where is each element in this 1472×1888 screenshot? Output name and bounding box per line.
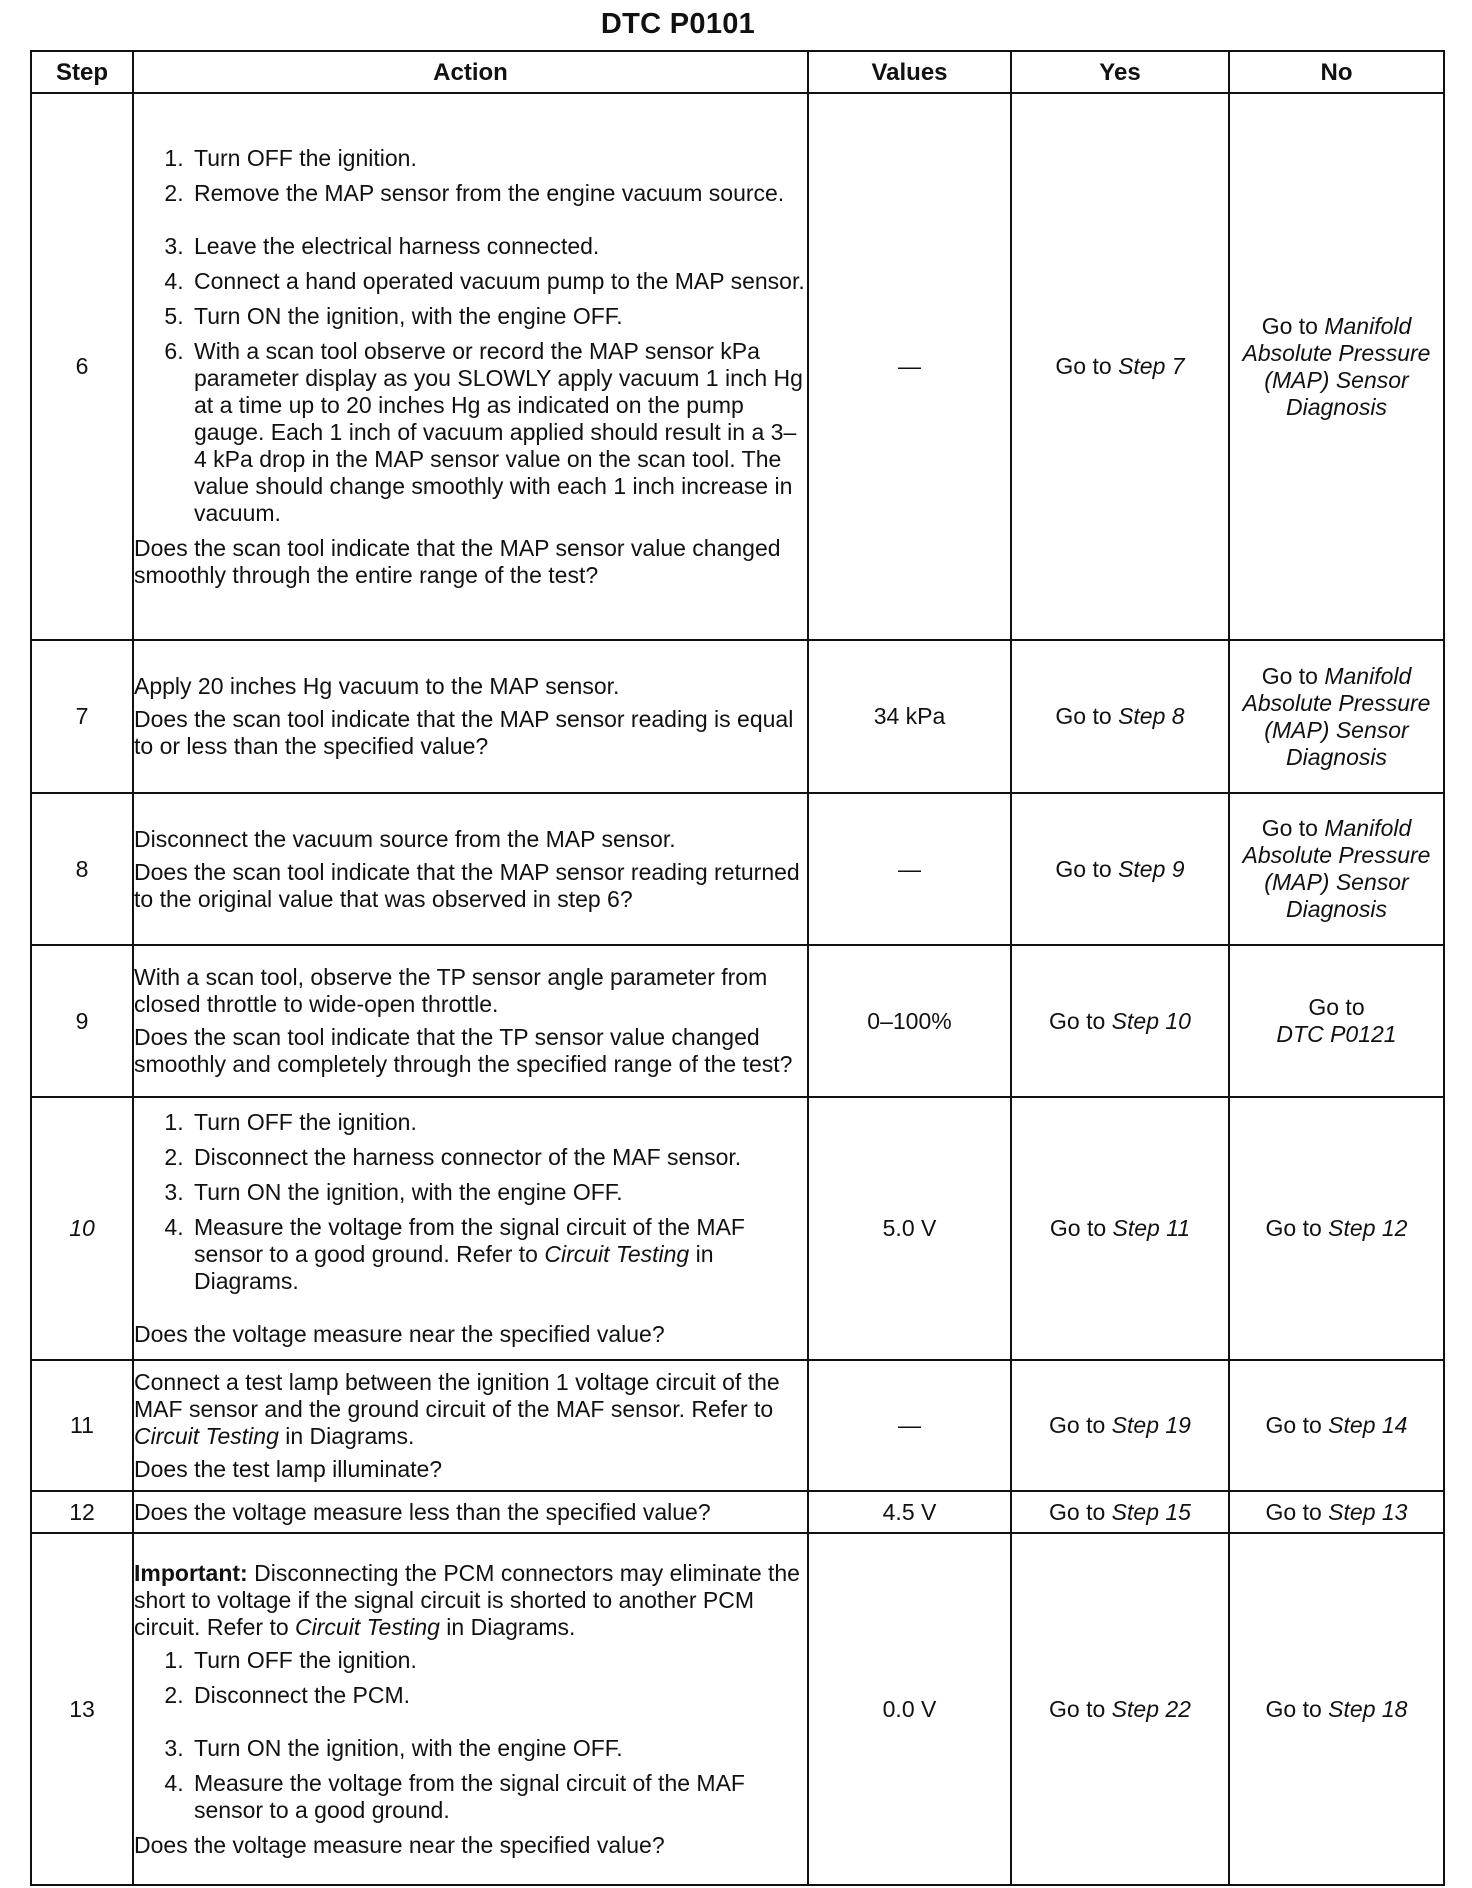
page-title: DTC P0101	[600, 8, 756, 40]
procedure-list	[134, 1109, 807, 1295]
list-item: 4. Measure the voltage from the signal circuit of the MAF sensor to a good ground.	[190, 1770, 807, 1824]
no-link[interactable]: Manifold Absolute Pressure (MAP) Sensor Diagnosis	[1242, 662, 1431, 770]
yes-cell	[1011, 1360, 1229, 1491]
no-cell	[1229, 93, 1444, 640]
value-cell: 5.0 V	[808, 1097, 1011, 1360]
yes-prefix: Go to	[1055, 703, 1119, 729]
procedure-list	[134, 1647, 807, 1824]
no-cell	[1229, 1491, 1444, 1533]
circuit-testing-link[interactable]: Circuit Testing	[134, 1422, 279, 1449]
list-item: 2. Disconnect the harness connector of the MAF sensor.	[190, 1144, 807, 1171]
list-item: 1. Turn OFF the ignition.	[190, 1647, 807, 1674]
list-item: 1. Turn OFF the ignition.	[190, 1109, 807, 1136]
yes-link[interactable]: Step 11	[1112, 1215, 1191, 1241]
yes-link[interactable]: Step 9	[1118, 855, 1185, 882]
action-cell	[133, 1360, 808, 1491]
value-cell: 34 kPa	[808, 640, 1011, 793]
action-text: Apply 20 inches Hg vacuum to the MAP sensor.	[134, 673, 620, 699]
no-link[interactable]: Step 18	[1328, 1695, 1408, 1722]
important-text: Disconnecting the PCM connectors may eliminate the short to voltage if the signal circuit is shorted to another PCM circuit. Refer to	[134, 1559, 800, 1640]
no-prefix: Go to	[1265, 1498, 1329, 1525]
step-number: 9	[31, 945, 133, 1097]
no-prefix: Go to	[1265, 1215, 1329, 1241]
yes-link[interactable]: Step 10	[1111, 1007, 1191, 1034]
value-cell: 4.5 V	[808, 1491, 1011, 1533]
value-cell: —	[808, 793, 1011, 945]
header-action: Action	[133, 51, 808, 93]
no-link[interactable]: Manifold Absolute Pressure (MAP) Sensor Diagnosis	[1242, 312, 1431, 420]
step-number: 12	[31, 1491, 133, 1533]
yes-cell	[1011, 1533, 1229, 1885]
question-text: Does the scan tool indicate that the TP sensor value changed smoothly and completely through the specified range of the test?	[134, 1024, 793, 1077]
yes-cell	[1011, 793, 1229, 945]
action-text-main: Connect a test lamp between the ignition 1 voltage circuit of the MAF sensor and the ground circuit of the MAF sensor. Refer to	[134, 1368, 780, 1422]
header-step: Step	[31, 51, 133, 93]
action-cell	[133, 1491, 808, 1533]
yes-prefix: Go to	[1055, 855, 1119, 882]
yes-prefix: Go to	[1055, 353, 1119, 379]
no-prefix: Go to	[1265, 1695, 1329, 1722]
step-text: Measure the voltage from the signal circuit of the MAF sensor to a good ground. Refer to	[194, 1214, 745, 1267]
question-text: Does the scan tool indicate that the MAP sensor value changed smoothly through the entire range of the test?	[134, 534, 781, 588]
action-text: With a scan tool, observe the TP sensor angle parameter from closed throttle to wide-open throttle.	[134, 964, 768, 1017]
question-text: Does the scan tool indicate that the MAP sensor reading is equal to or less than the specified value?	[134, 706, 794, 759]
header-yes: Yes	[1011, 51, 1229, 93]
list-item: 5. Turn ON the ignition, with the engine OFF.	[190, 303, 807, 330]
action-text: Disconnect the vacuum source from the MAP sensor.	[134, 825, 676, 852]
step-number: 11	[31, 1360, 133, 1491]
list-item	[190, 1214, 807, 1295]
yes-prefix: Go to	[1049, 1215, 1113, 1241]
action-cell	[133, 1533, 808, 1885]
procedure-list	[134, 145, 807, 527]
yes-link[interactable]: Step 15	[1111, 1498, 1191, 1525]
step-number: 10	[31, 1097, 133, 1360]
value-cell: —	[808, 1360, 1011, 1491]
yes-prefix: Go to	[1049, 1498, 1112, 1525]
yes-prefix: Go to	[1049, 1007, 1112, 1034]
circuit-testing-link[interactable]: Circuit Testing	[544, 1241, 690, 1267]
list-item: 6. With a scan tool observe or record the MAP sensor kPa parameter display as you SLOWLY apply vacuum 1 inch Hg at a time up to 20 inches Hg as indicated on the pump gauge. Each 1 inch of vacuum applied should result in a 3–4 kPa drop in the MAP sensor value on the scan tool. The value should change smoothly with each 1 inch increase in vacuum.	[190, 338, 807, 527]
yes-cell	[1011, 93, 1229, 640]
no-cell	[1229, 1360, 1444, 1491]
step-number: 7	[31, 640, 133, 793]
question-text: Does the voltage measure less than the specified value?	[134, 1498, 711, 1525]
yes-cell	[1011, 1491, 1229, 1533]
no-cell	[1229, 640, 1444, 793]
header-no: No	[1229, 51, 1444, 93]
header-values: Values	[808, 51, 1011, 93]
list-item: 4. Connect a hand operated vacuum pump to the MAP sensor.	[190, 268, 807, 295]
no-prefix: Go to	[1265, 1412, 1329, 1438]
yes-cell	[1011, 945, 1229, 1097]
list-item: 3. Turn ON the ignition, with the engine OFF.	[190, 1179, 807, 1206]
no-prefix: Go to	[1261, 815, 1325, 841]
list-item: 1. Turn OFF the ignition.	[190, 145, 807, 172]
no-cell	[1229, 793, 1444, 945]
circuit-testing-link[interactable]: Circuit Testing	[295, 1613, 440, 1640]
no-link[interactable]: Step 13	[1328, 1498, 1408, 1525]
no-prefix: Go to	[1308, 994, 1365, 1020]
no-prefix: Go to	[1261, 312, 1325, 339]
yes-cell	[1011, 1097, 1229, 1360]
yes-link[interactable]: Step 8	[1118, 703, 1185, 729]
list-item: 3. Turn ON the ignition, with the engine OFF.	[190, 1735, 807, 1762]
important-tail: in Diagrams.	[439, 1613, 576, 1640]
list-item: 3. Leave the electrical harness connected.	[190, 233, 807, 260]
list-item: 2. Remove the MAP sensor from the engine vacuum source.	[190, 180, 807, 207]
yes-cell	[1011, 640, 1229, 793]
action-cell	[133, 793, 808, 945]
step-number: 6	[31, 93, 133, 640]
yes-prefix: Go to	[1049, 1695, 1112, 1722]
question-text: Does the scan tool indicate that the MAP sensor reading returned to the original value that was observed in step 6?	[134, 858, 800, 912]
action-cell	[133, 93, 808, 640]
table-row	[31, 1491, 1444, 1533]
table-row	[31, 1533, 1444, 1885]
action-cell	[133, 945, 808, 1097]
action-cell	[133, 640, 808, 793]
table-row	[31, 640, 1444, 793]
step-text-tail: in Diagrams.	[194, 1241, 714, 1294]
question-text: Does the test lamp illuminate?	[134, 1455, 443, 1482]
yes-link[interactable]: Step 7	[1118, 353, 1185, 379]
no-link[interactable]: Step 14	[1328, 1412, 1408, 1438]
no-cell	[1229, 1097, 1444, 1360]
action-text-tail: in Diagrams.	[278, 1422, 415, 1449]
value-cell: —	[808, 93, 1011, 640]
important-note	[134, 1560, 807, 1641]
no-prefix: Go to	[1261, 662, 1325, 689]
list-item: 2. Disconnect the PCM.	[190, 1682, 807, 1709]
table-row	[31, 1360, 1444, 1491]
no-cell	[1229, 945, 1444, 1097]
value-cell: 0.0 V	[808, 1533, 1011, 1885]
step-number: 8	[31, 793, 133, 945]
no-link[interactable]: Step 12	[1328, 1215, 1408, 1241]
table-row	[31, 1097, 1444, 1360]
action-text	[134, 1369, 807, 1450]
question-text: Does the voltage measure near the specified value?	[134, 1321, 665, 1347]
no-cell	[1229, 1533, 1444, 1885]
table-row	[31, 945, 1444, 1097]
diagnostic-table	[30, 50, 1445, 1886]
table-row	[31, 793, 1444, 945]
table-row	[31, 93, 1444, 640]
yes-prefix: Go to	[1049, 1412, 1112, 1438]
important-label: Important:	[134, 1559, 248, 1586]
step-number: 13	[31, 1533, 133, 1885]
question-text: Does the voltage measure near the specified value?	[134, 1831, 665, 1858]
value-cell: 0–100%	[808, 945, 1011, 1097]
no-link[interactable]: DTC P0121	[1276, 1021, 1397, 1047]
no-link[interactable]: Manifold Absolute Pressure (MAP) Sensor Diagnosis	[1242, 815, 1431, 922]
yes-link[interactable]: Step 22	[1111, 1695, 1191, 1722]
yes-link[interactable]: Step 19	[1111, 1412, 1191, 1438]
action-cell	[133, 1097, 808, 1360]
table-header-row	[31, 51, 1444, 93]
